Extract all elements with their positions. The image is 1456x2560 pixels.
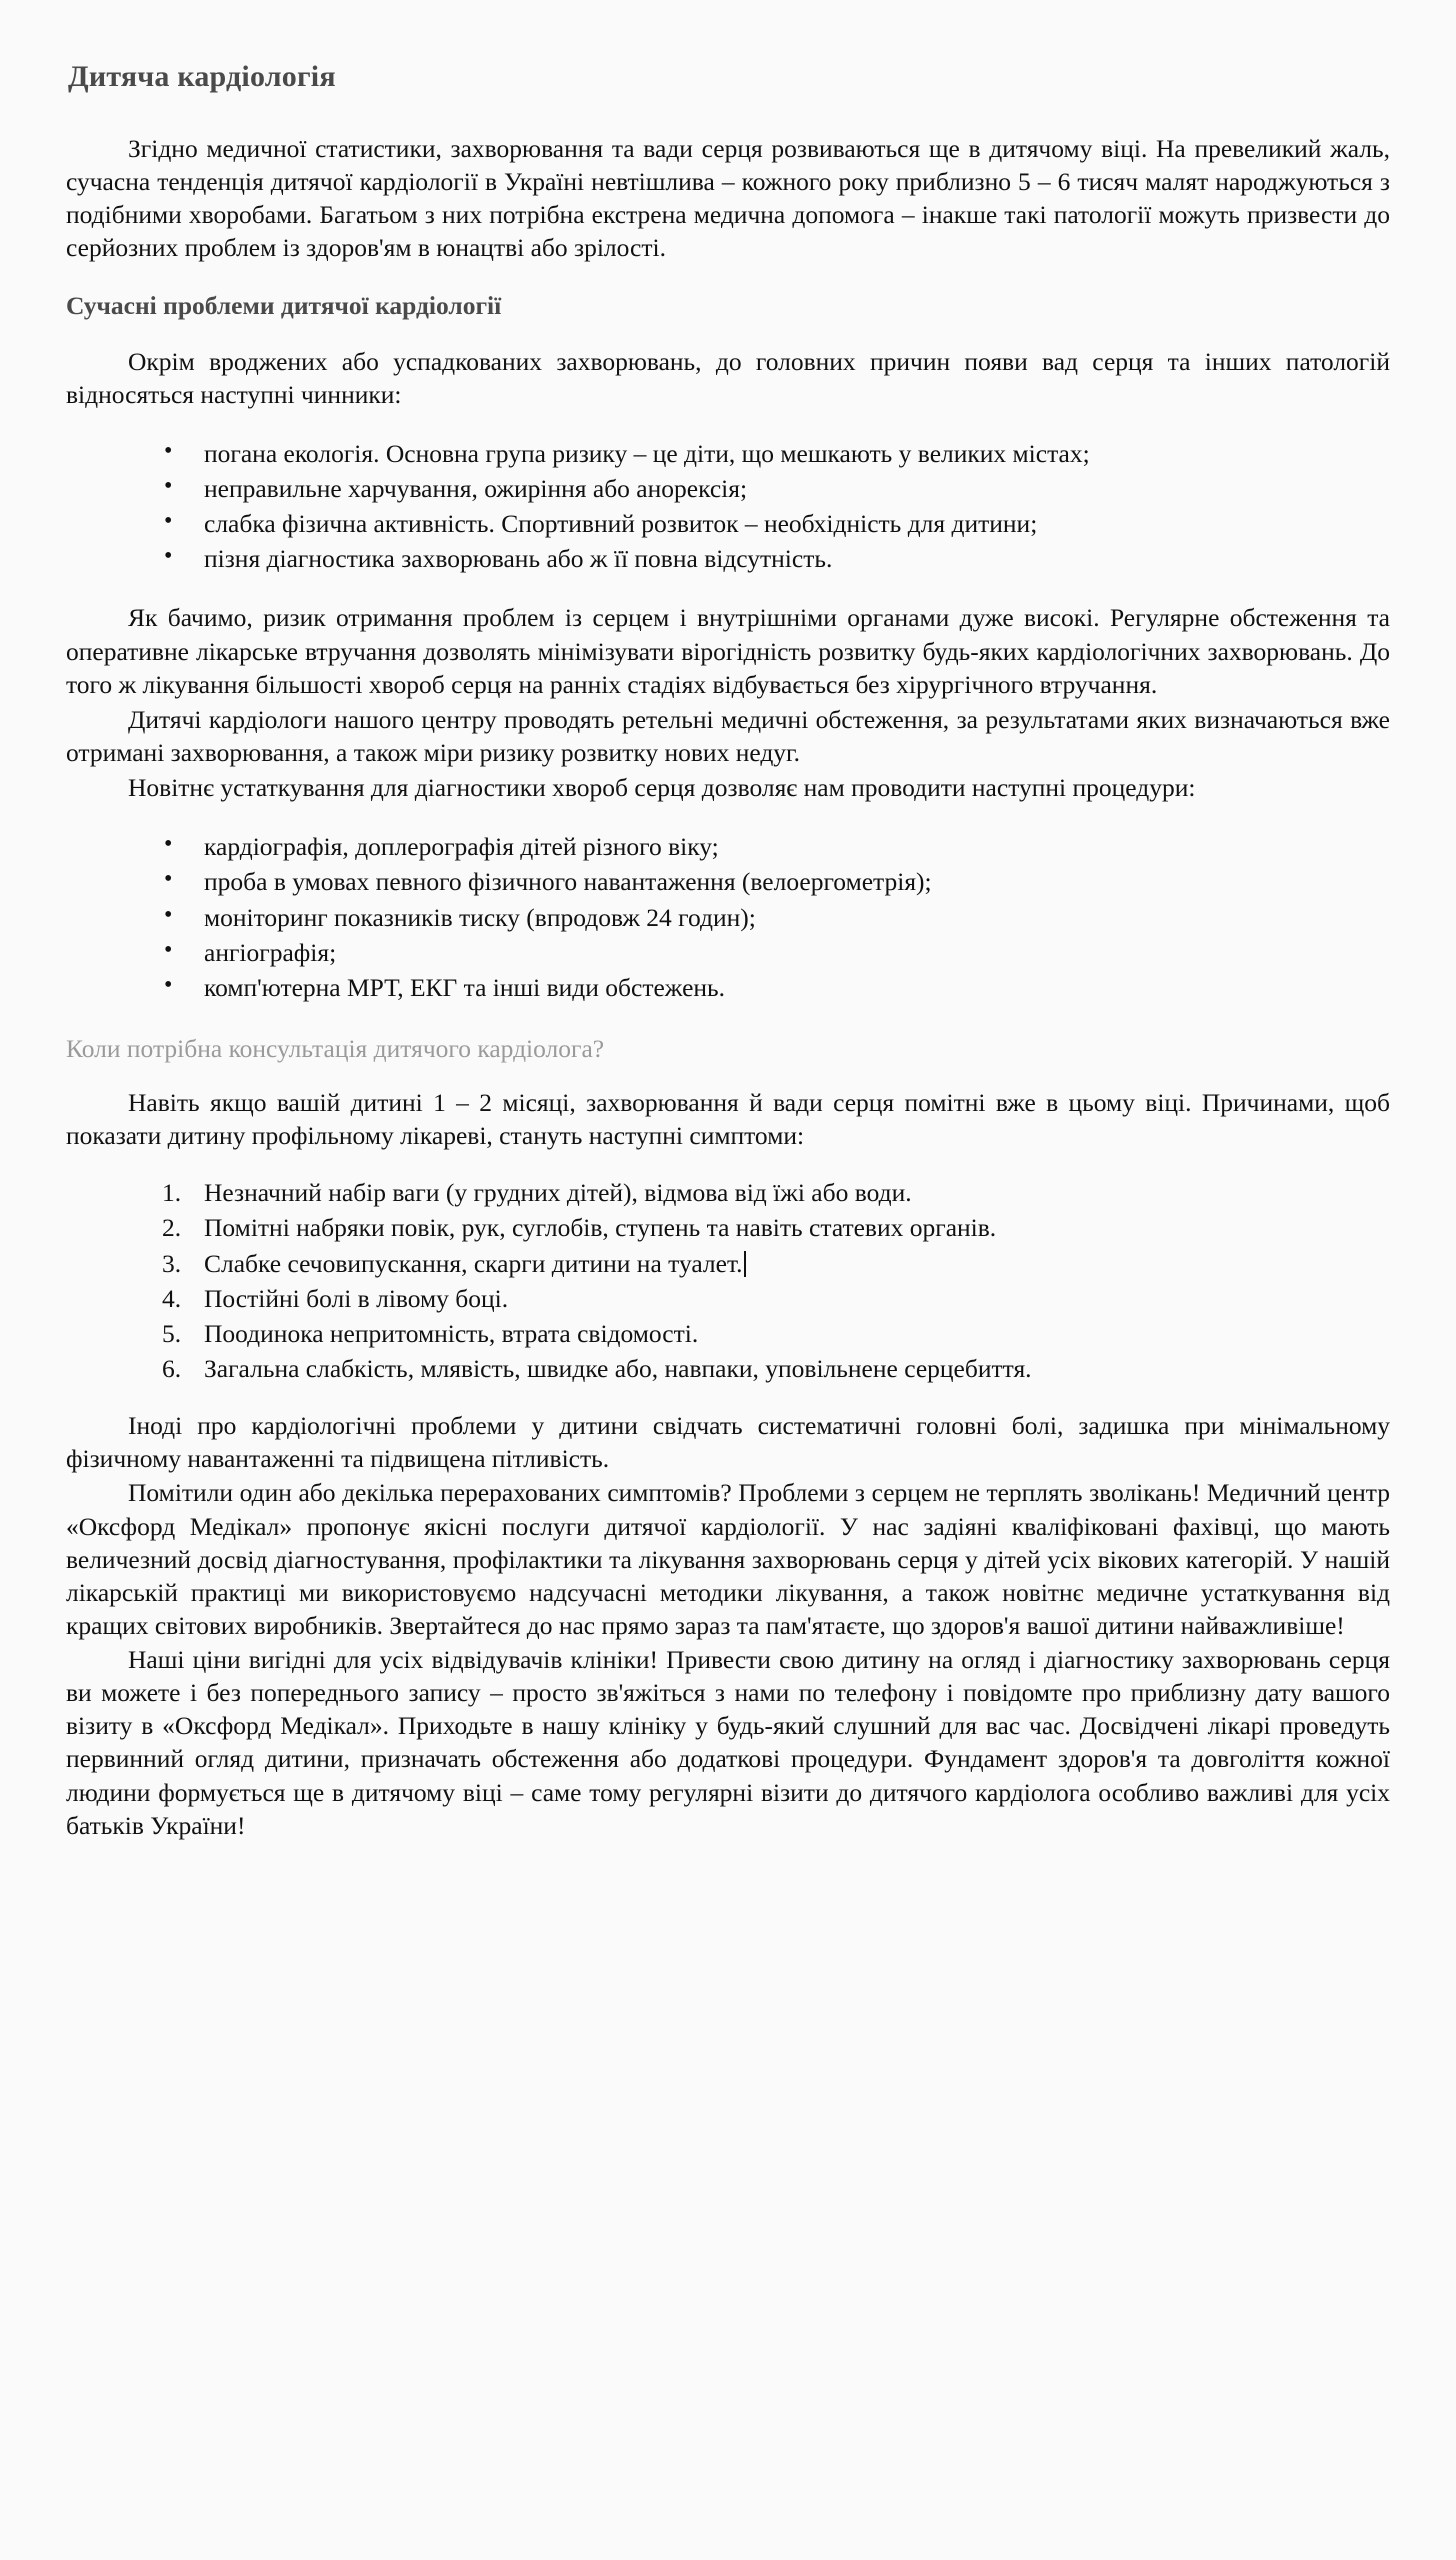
list-item: Поодинока непритомність, втрата свідомості.: [204, 1318, 699, 1348]
list-item-text: Слабке сечовипускання, скарги дитини на туалет.: [204, 1248, 743, 1278]
section-heading-consultation: Коли потрібна консультація дитячого кардіолога?: [66, 1033, 605, 1063]
list-item: • комп'ютерна МРТ, ЕКГ та інші види обстежень.: [162, 971, 1390, 1004]
text-cursor-caret: [744, 1251, 746, 1277]
list-item: • моніторинг показників тиску (впродовж 24 годин);: [162, 901, 1390, 934]
list-item-with-caret[interactable]: [162, 1247, 1390, 1280]
risk-paragraph: Як бачимо, ризик отримання проблем із серцем і внутрішніми органами дуже високі. Регулярне обстеження та оперативне лікарське втручання дозволять мінімізувати вірогідність розвитку будь-яких кардіологічних захворювань. До того ж лікування більшості хвороб серця на ранніх стадіях відбувається без хірургічного втручання.: [66, 603, 1390, 699]
list-item: • пізня діагностика захворювань або ж її повна відсутність.: [162, 542, 1390, 575]
closing-paragraph-1: Іноді про кардіологічні проблеми у дитини свідчать систематичні головні болі, задишка при мінімальному фізичному навантаженні та підвищена пітливість.: [66, 1411, 1390, 1474]
list-item: • ангіографія;: [162, 936, 1390, 969]
list-item: • кардіографія, доплерографія дітей різного віку;: [162, 830, 1390, 863]
intro-paragraph: Згідно медичної статистики, захворювання та вади серця розвиваються ще в дитячому віці. На превеликий жаль, сучасна тенденція дитячої кардіології в Україні невтішлива – кожного року приблизно 5 – 6 тисяч малят народжуються з подібними хворобами. Багатьом з них потрібна екстрена медична допомога – інакше такі патології можуть призвести до серйозних проблем із здоров'ям в юнацтві або зрілості.: [66, 134, 1390, 263]
section-heading-problems: Сучасні проблеми дитячої кардіології: [66, 290, 502, 320]
closing-paragraph-3: Наші ціни вигідні для усіх відвідувачів клініки! Привести свою дитину на огляд і діагностику захворювань серця ви можете і без попереднього запису – просто зв'яжіться з нами по телефону і повідомте про приблизну дату вашого візиту в «Оксфорд Медікал». Приходьте в нашу клініку у будь-який слушний для вас час. Досвідчені лікарі проведуть первинний огляд дитини, призначать обстеження або додаткові процедури. Фундамент здоров'я та довголіття кожної людини формується ще в дитячому віці – саме тому регулярні візити до дитячого кардіолога особливо важливі для усіх батьків України!: [66, 1645, 1390, 1840]
list-item: Загальна слабкість, млявість, швидке або, навпаки, уповільнене серцебиття.: [204, 1353, 1032, 1383]
list-item: Помітні набряки повік, рук, суглобів, ступень та навіть статевих органів.: [204, 1213, 997, 1243]
equipment-paragraph: Новітнє устаткування для діагностики хвороб серця дозволяє нам проводити наступні процедури:: [128, 773, 1196, 803]
procedures-list: [66, 830, 1390, 1004]
list-item: • слабка фізична активність. Спортивний розвиток – необхідність для дитини;: [162, 507, 1390, 540]
list-item: Постійні болі в лівому боці.: [204, 1283, 509, 1313]
problems-lead-paragraph: Окрім вроджених або успадкованих захворювань, до головних причин появи вад серця та інших патологій відносяться наступні чинники:: [66, 346, 1390, 409]
examination-paragraph: Дитячі кардіологи нашого центру проводять ретельні медичні обстеження, за результатами яких визначаються вже отримані захворювання, а також міри ризику розвитку нових недуг.: [66, 704, 1390, 767]
list-item: Незначний набір ваги (у грудних дітей), відмова від їжі або води.: [204, 1178, 912, 1208]
symptoms-list: [66, 1176, 1390, 1385]
list-item: • неправильне харчування, ожиріння або анорексія;: [162, 472, 1390, 505]
page-title: Дитяча кардіологія: [68, 60, 336, 93]
closing-paragraph-2: Помітили один або декілька перерахованих симптомів? Проблеми з серцем не терплять зволікань! Медичний центр «Оксфорд Медікал» пропонує якісні послуги дитячої кардіології. У нас задіяні кваліфіковані фахівці, що мають величезний досвід діагностування, профілактики та лікування захворювань серця у дітей усіх вікових категорій. У нашій лікарській практиці ми використовуємо надсучасні методики лікування, а також новітнє медичне устаткування від кращих світових виробників. Звертайтеся до нас прямо зараз та пам'ятаєте, що здоров'я вашої дитини найважливіше!: [66, 1478, 1390, 1640]
consultation-lead-paragraph: Навіть якщо вашій дитині 1 – 2 місяці, захворювання й вади серця помітні вже в цьому віці. Причинами, щоб показати дитину профільному лікареві, стануть наступні симптоми:: [66, 1087, 1390, 1151]
causes-list: [66, 437, 1390, 576]
closing-section: [66, 1409, 1390, 1842]
list-item: • погана екологія. Основна група ризику – це діти, що мешкають у великих містах;: [162, 437, 1390, 470]
list-item: • проба в умовах певного фізичного навантаження (велоергометрія);: [162, 865, 1390, 898]
